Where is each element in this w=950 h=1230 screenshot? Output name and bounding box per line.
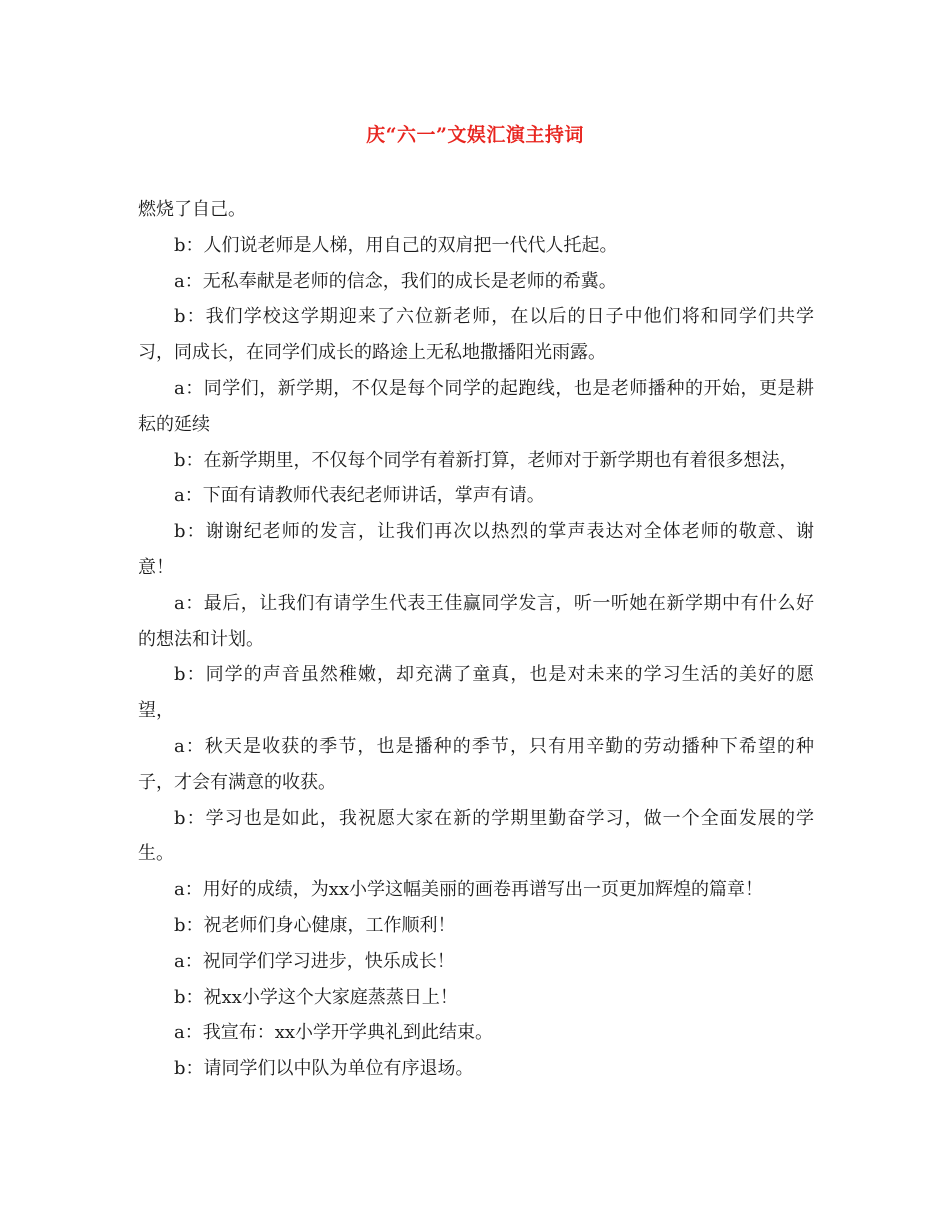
paragraph: a：用好的成绩，为xx小学这幅美丽的画卷再谱写出一页更加辉煌的篇章！ (174, 879, 764, 901)
paragraph: 燃烧了自己。 (138, 199, 246, 220)
document-body (138, 192, 814, 1087)
paragraph: a：秋天是收获的季节，也是播种的季节，只有用辛勤的劳动播种下希望的种子，才会有满意的收获。 (138, 735, 814, 793)
paragraph: a：祝同学们学习进步，快乐成长！ (174, 950, 455, 972)
paragraph: b：学习也是如此，我祝愿大家在新的学期里勤奋学习，做一个全面发展的学生。 (138, 807, 814, 865)
paragraph: b：人们说老师是人梯，用自己的双肩把一代代人托起。 (174, 234, 618, 256)
paragraph: a：最后，让我们有请学生代表王佳赢同学发言，听一听她在新学期中有什么好的想法和计划。 (138, 592, 814, 650)
paragraph: b：在新学期里，不仅每个同学有着新打算，老师对于新学期也有着很多想法， (174, 449, 798, 471)
paragraph: a：下面有请教师代表纪老师讲话，掌声有请。 (174, 485, 545, 507)
paragraph: b：祝老师们身心健康，工作顺利！ (174, 914, 456, 936)
paragraph: b：同学的声音虽然稚嫩，却充满了童真，也是对未来的学习生活的美好的愿望， (138, 664, 814, 722)
document-title: 庆“六一”文娱汇演主持词 (366, 124, 584, 146)
paragraph: b：请同学们以中队为单位有序退场。 (174, 1058, 474, 1080)
paragraph: b：祝xx小学这个大家庭蒸蒸日上！ (174, 986, 458, 1008)
paragraph: a：我宣布：xx小学开学典礼到此结束。 (174, 1022, 494, 1044)
paragraph: b：谢谢纪老师的发言，让我们再次以热烈的掌声表达对全体老师的敬意、谢意！ (138, 521, 814, 578)
paragraph: b：我们学校这学期迎来了六位新老师，在以后的日子中他们将和同学们共学习，同成长，在同学们成长的路途上无私地撒播阳光雨露。 (138, 306, 814, 364)
paragraph: a：同学们，新学期，不仅是每个同学的起跑线，也是老师播种的开始，更是耕耘的延续 (138, 377, 814, 435)
paragraph: a：无私奉献是老师的信念，我们的成长是老师的希冀。 (174, 270, 617, 292)
